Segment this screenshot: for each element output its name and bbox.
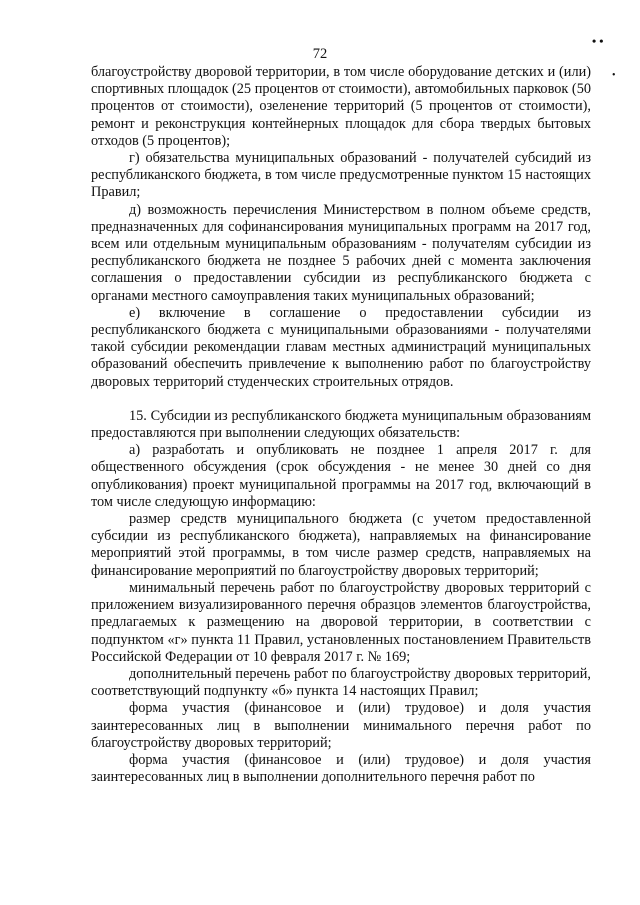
page-number: 72 (312, 46, 328, 62)
paragraph-item-e: е) включение в соглашение о предоставлении субсидии из республиканского бюджета с муниципальными образованиями - получателями такой субсидии рекомендации главам местных администраций муниципальных образований обеспечить привлечение к выполнению работ по благоустройству дворовых территорий студенческих строительных отрядов. (91, 304, 591, 390)
paragraph-section-15: 15. Субсидии из республиканского бюджета муниципальным образованиям предоставляются при выполнении следующих обязательств: (91, 407, 591, 442)
corner-mark: • • (592, 34, 604, 48)
paragraph-item-a: а) разработать и опубликовать не позднее 1 апреля 2017 г. для общественного обсуждения (срок обсуждения - не менее 30 дней со дня опубликования) проект муниципальной программы на 2017 год, включающий в том числе следующую информацию: (91, 442, 591, 510)
paragraph-participation-minimal: форма участия (финансовое и (или) трудовое) и доля участия заинтересованных лиц в выполнении минимального перечня работ по благоустройству дворовых территорий; (91, 700, 591, 751)
paragraph-minimal-list: минимальный перечень работ по благоустройству дворовых территорий с приложением визуализированного перечня образцов элементов благоустройства, предлагаемых к размещению на дворовой территории, в соответствии с подпунктом «г» пункта 11 Правил, установленных постановлением Правительств Российской Федерации от 10 февраля 2017 г. № 169; (91, 579, 591, 665)
document-body (91, 64, 591, 786)
paragraph-item-d: д) возможность перечисления Министерством в полном объеме средств, предназначенных для софинансирования муниципальных программ на 2017 год, всем или отдельным муниципальным образованиям - получателям субсидии из республиканского бюджета не позднее 5 рабочих дней с момента заключения соглашения о предоставлении субсидии из республиканского бюджета с органами местного самоуправления таких муниципальных образований; (91, 201, 591, 304)
paragraph-participation-additional: форма участия (финансовое и (или) трудовое) и доля участия заинтересованных лиц в выполнении дополнительного перечня работ по (91, 751, 591, 786)
paragraph-budget-size: размер средств муниципального бюджета (с учетом предоставленной субсидии из республиканского бюджета), направляемых на финансирование мероприятий этой программы, в том числе размер средств, направляемых на финансирование мероприятий по благоустройству дворовых территорий; (91, 511, 591, 579)
side-mark: • (612, 70, 616, 81)
paragraph-item-g: г) обязательства муниципальных образований - получателей субсидий из республиканского бюджета, в том числе предусмотренные пунктом 15 настоящих Правил; (91, 150, 591, 201)
paragraph-continuation: благоустройству дворовой территории, в том числе оборудование детских и (или) спортивных площадок (25 процентов от стоимости), автомобильных парковок (50 процентов от стоимости), озеленение территорий (5 процентов от стоимости), ремонт и реконструкция контейнерных площадок для сбора твердых бытовых отходов (5 процентов); (91, 64, 591, 149)
paragraph-additional-list: дополнительный перечень работ по благоустройству дворовых территорий, соответствующий подпункту «б» пункта 14 настоящих Правил; (91, 665, 591, 700)
